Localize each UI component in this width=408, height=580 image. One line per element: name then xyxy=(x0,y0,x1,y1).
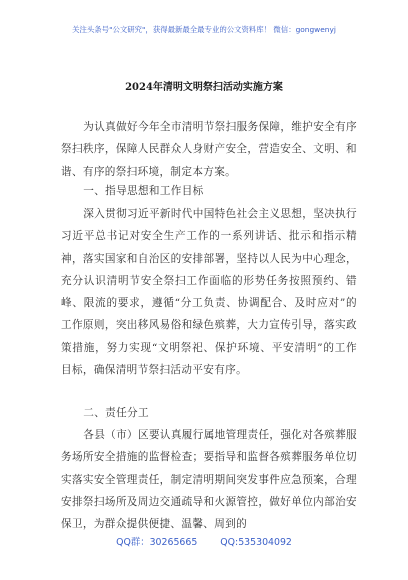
document-title: 2024年清明文明祭扫活动实施方案 xyxy=(125,82,283,93)
header-banner: 关注头条号"公文研究"，获得最新最全最专业的公文资料库！ 微信：gongwenyj xyxy=(72,25,336,34)
section-1-paragraph xyxy=(61,203,357,381)
footer-qq-number: QQ:535304092 xyxy=(220,537,292,548)
section-2-text: 各县（市）区要认真履行属地管理责任，强化对各殡葬服务场所安全措施的监督检查；要指导和监督各殡葬服务单位切实落实安全管理责任，制定清明期间突发事件应急预案，合理安排祭扫场所及周边交通疏导和火源管控，做好单位内部治安保卫，为群众提供便捷、温馨、周到的 xyxy=(61,429,357,531)
section-2-heading-block xyxy=(61,402,357,424)
intro-text: 为认真做好今年全市清明节祭扫服务保障，维护安全有序祭扫秩序，保障人民群众人身财产安全，营造安全、文明、和谐、有序的祭扫环境，制定本方案。 xyxy=(61,121,357,178)
section-2-heading: 二、责任分工 xyxy=(83,407,149,419)
footer-qq-group: QQ群：30265665 xyxy=(116,537,198,548)
section-1-text: 深入贯彻习近平新时代中国特色社会主义思想，坚决执行习近平总书记对安全生产工作的一系列讲话、批示和指示精神，落实国家和自治区的安排部署，坚持以人民为中心理念，充分认识清明节安全祭扫工作面临的形势任务按照预约、错峰、限流的要求，遵循“分工负责、协调配合、及时应对”的工作原则，突出移风易俗和绿色殡葬，大力宣传引导，落实政策措施，努力实现“文明祭祀、保护环境、平安清明”的工作目标，确保清明节祭扫活动平安有序。 xyxy=(61,208,357,377)
footer-contact xyxy=(0,534,408,548)
section-2-paragraph xyxy=(61,424,357,535)
section-1-heading: 一、指导思想和工作目标 xyxy=(83,185,204,197)
section-1-heading-block xyxy=(61,180,357,202)
intro-paragraph xyxy=(61,116,357,183)
